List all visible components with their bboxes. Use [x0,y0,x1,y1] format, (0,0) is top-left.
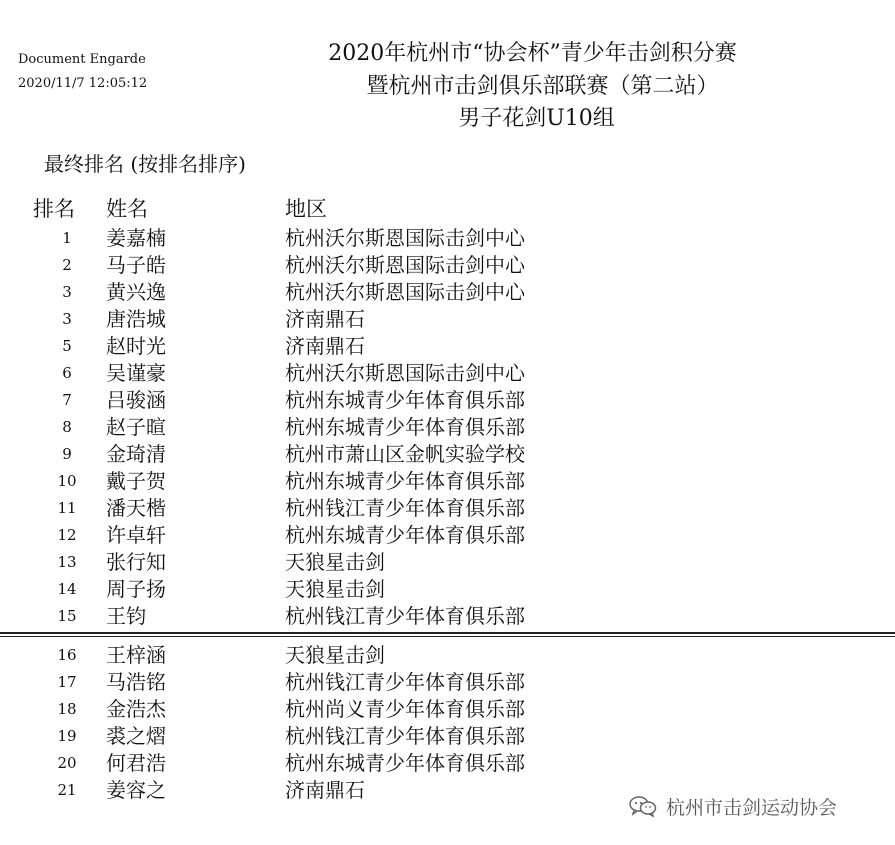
rank-cell: 11 [57,499,77,517]
table-row [0,360,895,387]
column-header-region: 地区 [285,197,327,221]
name-cell: 马浩铭 [106,670,166,694]
region-cell: 济南鼎石 [285,778,365,802]
region-cell: 杭州东城青少年体育俱乐部 [285,751,525,775]
name-cell: 王梓涵 [106,643,166,667]
rank-cell: 2 [62,256,72,274]
name-cell: 戴子贺 [106,469,166,493]
name-cell: 金琦清 [106,442,166,466]
name-cell: 吕骏涵 [106,388,166,412]
watermark [628,792,837,820]
name-cell: 金浩杰 [106,697,166,721]
rank-cell: 12 [57,526,77,544]
table-row [0,522,895,549]
name-cell: 吴谨豪 [106,361,166,385]
table-row [0,696,895,723]
table-row [0,669,895,696]
rank-cell: 16 [57,646,77,664]
table-row [0,387,895,414]
rank-cell: 13 [57,553,77,571]
title-line-2: 暨杭州市击剑俱乐部联赛（第二站） [366,74,719,99]
rank-cell: 15 [57,607,77,625]
region-cell: 杭州钱江青少年体育俱乐部 [285,724,525,748]
region-cell: 天狼星击剑 [285,643,385,667]
name-cell: 裘之熠 [106,724,166,748]
name-cell: 张行知 [106,550,166,574]
region-cell: 杭州市萧山区金帆实验学校 [285,442,525,466]
rank-cell: 17 [57,673,77,691]
table-row [0,723,895,750]
region-cell: 杭州东城青少年体育俱乐部 [285,523,525,547]
name-cell: 王钧 [106,604,146,628]
table-row [0,495,895,522]
rank-cell: 1 [62,229,72,247]
region-cell: 杭州东城青少年体育俱乐部 [285,415,525,439]
table-row [0,549,895,576]
watermark-text: 杭州市击剑运动协会 [666,796,838,819]
rank-cell: 10 [57,472,77,490]
region-cell: 杭州沃尔斯恩国际击剑中心 [285,226,525,250]
region-cell: 天狼星击剑 [285,577,385,601]
table-row [0,441,895,468]
title-line-1: 2020年杭州市“协会杯”青少年击剑积分赛 [328,41,737,66]
ranking-subtitle: 最终排名 (按排名排序) [44,152,246,176]
rank-cell: 3 [62,283,72,301]
region-cell: 杭州沃尔斯恩国际击剑中心 [285,280,525,304]
title-line-3: 男子花剑U10组 [458,106,615,131]
table-row [0,252,895,279]
region-cell: 济南鼎石 [285,334,365,358]
qualification-divider [0,632,895,637]
table-row [0,750,895,777]
rank-cell: 5 [62,337,72,355]
name-cell: 周子扬 [106,577,166,601]
rank-cell: 18 [57,700,77,718]
table-row [0,306,895,333]
rank-cell: 7 [62,391,72,409]
rank-cell: 6 [62,364,72,382]
rank-cell: 20 [57,754,77,772]
name-cell: 赵子暄 [106,415,166,439]
region-cell: 杭州东城青少年体育俱乐部 [285,469,525,493]
app-name: Document Engarde [18,52,146,67]
rank-cell: 9 [62,445,72,463]
timestamp: 2020/11/7 12:05:12 [18,76,148,91]
name-cell: 许卓轩 [106,523,166,547]
rank-cell: 8 [62,418,72,436]
column-header-name: 姓名 [106,197,148,221]
table-row [0,576,895,603]
name-cell: 潘天楷 [106,496,166,520]
rank-cell: 19 [57,727,77,745]
rank-cell: 14 [57,580,77,598]
name-cell: 赵时光 [106,334,166,358]
table-row [0,468,895,495]
table-row [0,642,895,669]
table-row [0,414,895,441]
table-row [0,603,895,630]
table-row [0,333,895,360]
name-cell: 唐浩城 [106,307,166,331]
region-cell: 杭州尚义青少年体育俱乐部 [285,697,525,721]
name-cell: 黄兴逸 [106,280,166,304]
table-row [0,279,895,306]
region-cell: 杭州沃尔斯恩国际击剑中心 [285,361,525,385]
region-cell: 杭州钱江青少年体育俱乐部 [285,604,525,628]
name-cell: 姜容之 [106,778,166,802]
name-cell: 何君浩 [106,751,166,775]
region-cell: 杭州东城青少年体育俱乐部 [285,388,525,412]
rank-cell: 3 [62,310,72,328]
name-cell: 姜嘉楠 [106,226,166,250]
wechat-icon [628,794,658,818]
region-cell: 杭州钱江青少年体育俱乐部 [285,670,525,694]
region-cell: 杭州钱江青少年体育俱乐部 [285,496,525,520]
name-cell: 马子皓 [106,253,166,277]
region-cell: 济南鼎石 [285,307,365,331]
region-cell: 天狼星击剑 [285,550,385,574]
column-header-rank: 排名 [33,197,75,221]
region-cell: 杭州沃尔斯恩国际击剑中心 [285,253,525,277]
rank-cell: 21 [57,781,77,799]
table-row [0,225,895,252]
